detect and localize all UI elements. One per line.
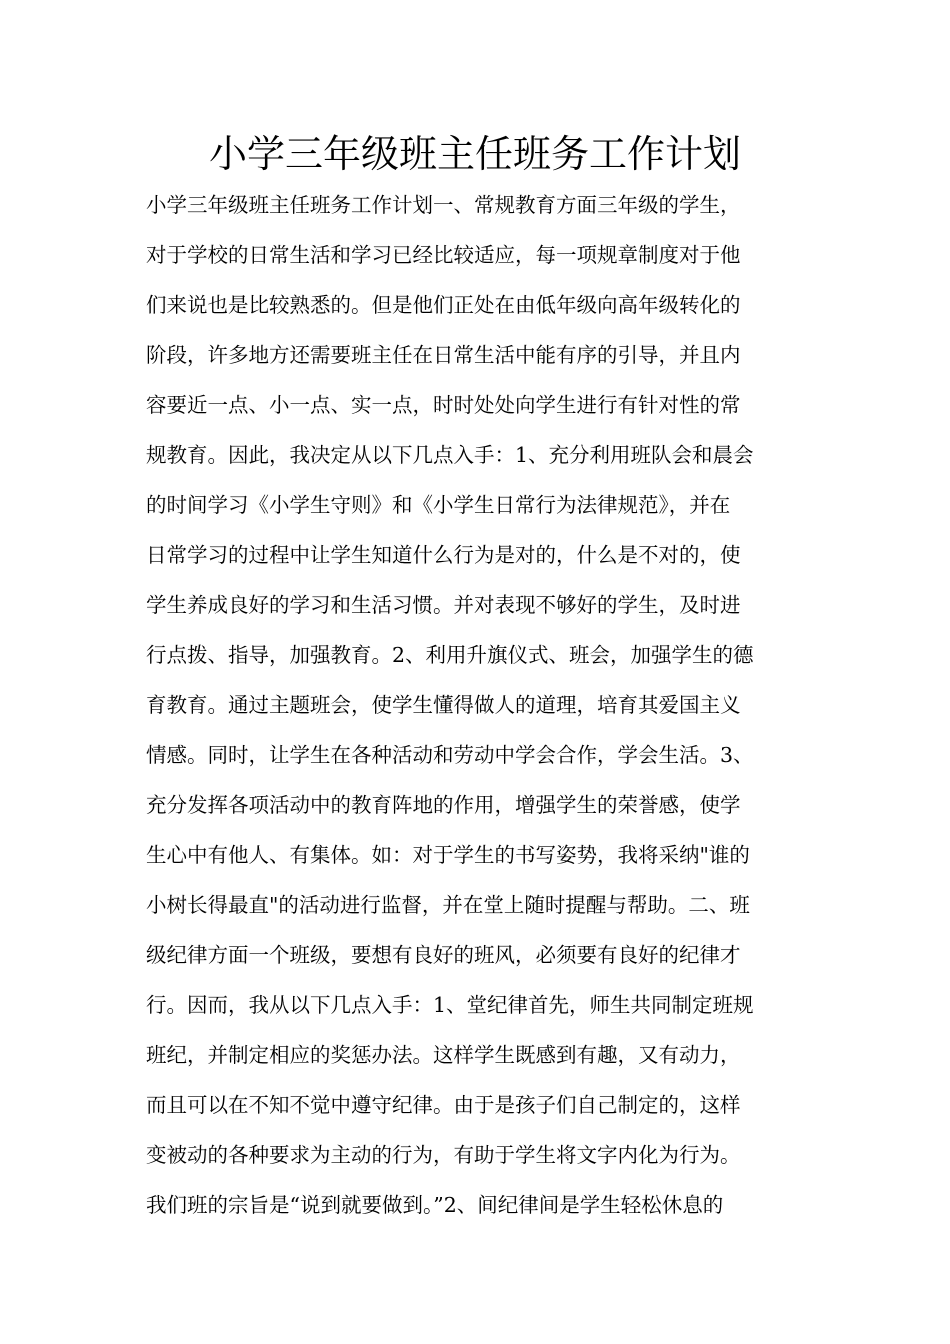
body-line: 学生养成良好的学习和生活习惯。并对表现不够好的学生，及时进 <box>146 593 741 617</box>
body-line: 规教育。因此，我决定从以下几点入手：1、充分利用班队会和晨会 <box>146 443 754 467</box>
body-line: 行点拨、指导，加强教育。2、利用升旗仪式、班会，加强学生的德 <box>146 643 754 667</box>
body-line: 生心中有他人、有集体。如：对于学生的书写姿势，我将采纳"谁的 <box>146 843 750 867</box>
body-line: 而且可以在不知不觉中遵守纪律。由于是孩子们自己制定的，这样 <box>146 1093 741 1117</box>
body-line: 小树长得最直"的活动进行监督，并在堂上随时提醒与帮助。二、班 <box>146 893 750 917</box>
body-line: 变被动的各种要求为主动的行为，有助于学生将文字内化为行为。 <box>146 1143 741 1167</box>
body-line: 们来说也是比较熟悉的。但是他们正处在由低年级向高年级转化的 <box>146 293 741 317</box>
body-line: 育教育。通过主题班会，使学生懂得做人的道理，培育其爱国主义 <box>146 693 741 717</box>
body-line: 对于学校的日常生活和学习已经比较适应，每一项规章制度对于他 <box>146 243 741 267</box>
body-line: 小学三年级班主任班务工作计划一、常规教育方面三年级的学生， <box>146 193 741 217</box>
body-line: 情感。同时，让学生在各种活动和劳动中学会合作，学会生活。3、 <box>146 743 754 767</box>
body-line: 日常学习的过程中让学生知道什么行为是对的，什么是不对的，使 <box>146 543 741 567</box>
body-line: 充分发挥各项活动中的教育阵地的作用，增强学生的荣誉感，使学 <box>146 793 741 817</box>
document-title: 小学三年级班主任班务工作计划 <box>208 132 741 176</box>
body-line: 班纪，并制定相应的奖惩办法。这样学生既感到有趣，又有动力， <box>146 1043 741 1067</box>
document-body <box>146 180 816 1230</box>
body-line: 我们班的宗旨是“说到就要做到。”2、间纪律间是学生轻松休息的 <box>146 1193 724 1217</box>
body-line: 级纪律方面一个班级，要想有良好的班风，必须要有良好的纪律才 <box>146 943 741 967</box>
body-line: 行。因而，我从以下几点入手：1、堂纪律首先，师生共同制定班规 <box>146 993 754 1017</box>
body-line: 阶段，许多地方还需要班主任在日常生活中能有序的引导，并且内 <box>146 343 741 367</box>
body-line: 容要近一点、小一点、实一点，时时处处向学生进行有针对性的常 <box>146 393 741 417</box>
body-line: 的时间学习《小学生守则》和《小学生日常行为法律规范》，并在 <box>146 493 731 517</box>
